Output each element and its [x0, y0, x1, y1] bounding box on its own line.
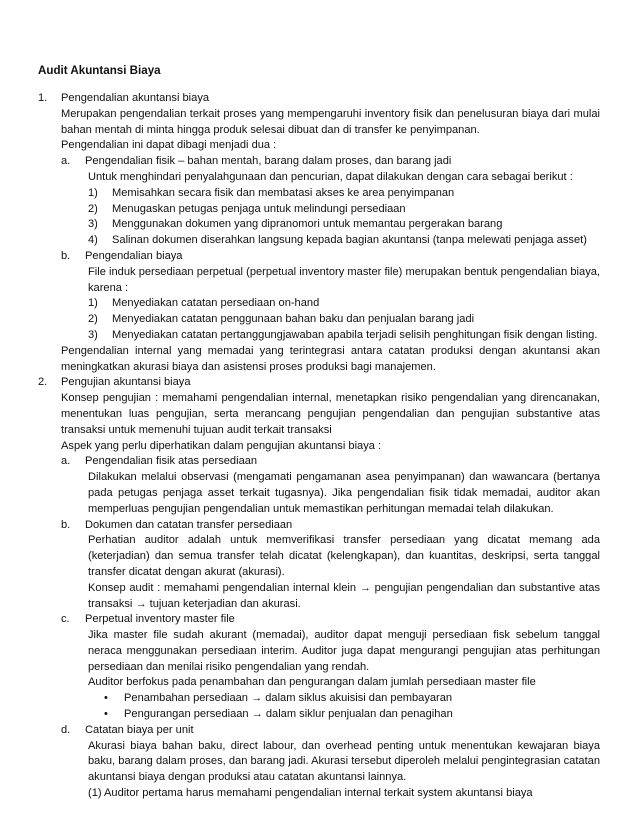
list-text: Menyediakan catatan penggunaan bahan baku dan penjualan barang jadi — [112, 313, 475, 326]
subsection-marker: b. — [61, 249, 71, 262]
list-marker: 3) — [88, 218, 98, 231]
subsection-title: Catatan biaya per unit — [85, 723, 194, 736]
paragraph: Akurasi biaya bahan baku, direct labour, dan overhead penting untuk menentukan kewajaran biaya baku, barang dalam proses, dan barang jadi. Akurasi tersebut diperoleh melalui pengintegrasian catatan akuntansi biaya dengan produksi atau catatan akuntansi lainnya. — [88, 739, 600, 784]
subsection-heading — [38, 154, 600, 170]
paragraph: Pengendalian ini dapat dibagi menjadi dua : — [61, 139, 277, 152]
paragraph: Untuk menghindari penyalahgunaan dan pencurian, dapat dilakukan dengan cara sebagai berikut : — [88, 170, 573, 183]
subsection-title: Dokumen dan catatan transfer persediaan — [85, 518, 293, 531]
list-item — [38, 296, 600, 312]
subsection-heading — [38, 518, 600, 534]
paragraph: (1) Auditor pertama harus memahami pengendalian internal terkait system akuntansi biaya — [88, 787, 533, 800]
paragraph: Auditor berfokus pada penambahan dan pengurangan dalam jumlah persediaan master file — [88, 676, 536, 689]
bullet-icon: • — [104, 692, 108, 705]
paragraph: Aspek yang perlu diperhatikan dalam pengujian akuntansi biaya : — [61, 439, 382, 452]
section-title: Pengendalian akuntansi biaya — [61, 92, 210, 104]
bullet-icon: • — [104, 708, 108, 721]
subsection-title: Pengendalian fisik atas persediaan — [85, 455, 258, 468]
list-item — [38, 312, 600, 328]
subsection-marker: a. — [61, 155, 71, 168]
subsection-title: Pengendalian fisik – bahan mentah, barang dalam proses, dan barang jadi — [85, 155, 452, 168]
subsection-marker: a. — [61, 455, 71, 468]
list-text: Menugaskan petugas penjaga untuk melindungi persediaan — [112, 202, 406, 215]
paragraph: Konsep audit : memahami pengendalian internal klein → pengujian pengendalian dan substantive atas transaksi → tujuan keterjadian dan akurasi. — [88, 581, 600, 610]
list-marker: 1) — [88, 297, 98, 310]
paragraph: Konsep pengujian : memahami pengendalian internal, menetapkan risiko pengendalian yang direncanakan, menentukan luas pengujian, serta merancang pengujian pengendalian dan pengujian substantive atas transaksi untuk memenuhi tujuan audit terkait transaksi — [61, 392, 600, 436]
subsection-heading — [38, 454, 600, 470]
section-1-heading — [38, 91, 600, 107]
bullet-item — [38, 691, 600, 707]
list-marker: 2) — [88, 313, 98, 326]
list-text: Menyediakan catatan pertanggungjawaban apabila terjadi selisih penghitungan fisik dengan listing. — [112, 328, 598, 341]
subsection-marker: d. — [61, 723, 71, 736]
section-title: Pengujian akuntansi biaya — [61, 376, 191, 389]
list-text: Memisahkan secara fisik dan membatasi akses ke area penyimpanan — [112, 186, 455, 199]
paragraph: Perhatian auditor adalah untuk memverifikasi transfer persediaan yang dicatat memang ada (keterjadian) dan semua transfer telah dicatat (kelengkapan), dan kuantitas, deskripsi, serta tanggal transfer dicatat dengan akurat (akurasi). — [88, 534, 600, 578]
list-item — [38, 186, 600, 202]
section-number: 1. — [38, 92, 48, 104]
bullet-text: Pengurangan persediaan → dalam siklur penjualan dan penagihan — [124, 708, 453, 721]
paragraph: Pengendalian internal yang memadai yang terintegrasi antara catatan produksi dengan akuntansi akan meningkatkan akurasi biaya dan asistensi proses produksi bagi manajemen. — [61, 344, 600, 373]
subsection-heading — [38, 723, 600, 739]
subsection-heading — [38, 249, 600, 265]
list-marker: 1) — [88, 186, 98, 199]
subsection-title: Pengendalian biaya — [85, 249, 183, 262]
section-number: 2. — [38, 376, 48, 389]
paragraph: Merupakan pengendalian terkait proses yang mempengaruhi inventory fisik dan penelusuran biaya dari mulai bahan mentah di minta hingga produk selesai dibuat dan di transfer ke penyimpanan. — [61, 107, 600, 136]
bullet-item — [38, 707, 600, 723]
document-title: Audit Akuntansi Biaya — [38, 64, 161, 77]
list-item — [38, 328, 600, 344]
list-item — [38, 202, 600, 218]
list-item — [38, 217, 600, 233]
subsection-marker: b. — [61, 518, 71, 531]
subsection-heading — [38, 612, 600, 628]
list-marker: 3) — [88, 328, 98, 341]
paragraph: Jika master file sudah akurant (memadai), auditor dapat menguji persediaan fisk sebelum tanggal neraca menggunakan persediaan interim. Auditor juga dapat mengurangi pengujian atas perhitungan persediaan dan menilai risiko pengendalian yang rendah. — [88, 629, 600, 673]
bullet-text: Penambahan persediaan → dalam siklus akuisisi dan pembayaran — [124, 692, 453, 705]
subsection-marker: c. — [61, 613, 70, 626]
list-text: Salinan dokumen diserahkan langsung kepada bagian akuntansi (tanpa melewati penjaga asset) — [112, 234, 587, 247]
paragraph: Dilakukan melalui observasi (mengamati pengamanan asea penyimpanan) dan wawancara (bertanya pada petugas penjaga asset terkait tugasnya). Jika pengendalian fisik tidak memadai, auditor akan memperluas pengujian pengendalian untuk memastikan perhitungan memadai telah dilakukan. — [88, 471, 600, 515]
list-text: Menggunakan dokumen yang dipranomori untuk memantau pergerakan barang — [112, 218, 503, 231]
section-2-heading — [38, 375, 600, 391]
paragraph: File induk persediaan perpetual (perpetual inventory master file) merupakan bentuk pengendalian biaya, karena : — [88, 265, 600, 294]
list-marker: 2) — [88, 202, 98, 215]
list-text: Menyediakan catatan persediaan on-hand — [112, 297, 320, 310]
subsection-title: Perpetual inventory master file — [85, 613, 235, 626]
list-item — [38, 233, 600, 249]
list-marker: 4) — [88, 234, 98, 247]
